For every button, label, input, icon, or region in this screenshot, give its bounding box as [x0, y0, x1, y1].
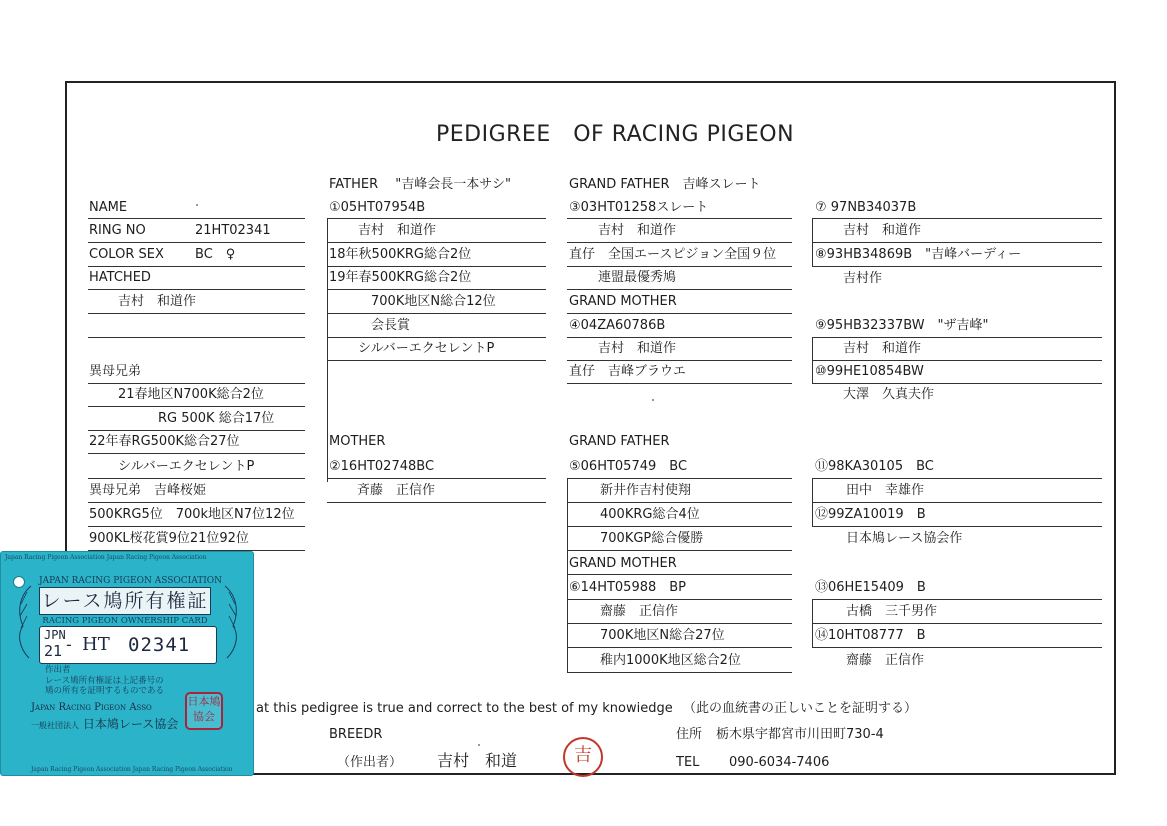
sibling-result: 500KRG5位 700k地区N7位12位 — [89, 507, 295, 522]
subject-breeder: 吉村 和道作 — [118, 294, 197, 309]
divider — [327, 337, 546, 338]
divider — [567, 242, 792, 243]
speck — [196, 204, 198, 206]
card-association: JAPAN RACING PIGEON ASSOCIATION — [39, 576, 223, 586]
great-grandparent-ring: ⑬06HE15409 B — [815, 580, 926, 595]
color-label: COLOR SEX — [89, 247, 164, 262]
pat-grandfather-label: GRAND FATHER 吉峰スレート — [569, 177, 761, 192]
divider — [812, 242, 1102, 243]
divider — [88, 242, 305, 243]
card-maker-label: 作出者 — [45, 665, 71, 675]
maker-label: （作出者） — [337, 755, 403, 770]
divider — [88, 453, 305, 454]
divider — [812, 502, 1102, 503]
father-ring: ①05HT07954B — [329, 200, 426, 215]
great-grandparent-breeder: 吉村 和道作 — [843, 341, 922, 356]
great-grandparent-ring: ⑫99ZA10019 B — [815, 507, 926, 522]
color-value: BC ♀ — [195, 247, 236, 262]
card-title: レース鳩所有権証 — [39, 587, 211, 615]
sibling-result: シルバーエクセレントP — [118, 459, 255, 474]
divider — [812, 599, 1102, 600]
pat-grandmother-line: 吉村 和道作 — [598, 341, 677, 356]
great-grandparent-ring: ⑧93HB34869B "吉峰バーディー — [815, 247, 1022, 262]
association-stamp: 日本鳩 協会 — [185, 692, 223, 730]
pat-grandfather-line: 直仔 全国エースピジョン全国９位 — [569, 247, 777, 262]
divider — [327, 502, 546, 503]
divider — [567, 672, 792, 673]
half-sibling-label: 異母兄弟 — [89, 364, 142, 379]
divider — [327, 218, 546, 219]
mother-ring: ②16HT02748BC — [329, 459, 435, 474]
divider — [812, 526, 1102, 527]
divider — [567, 623, 792, 624]
sibling-result: 900KL桜花賞9位21位92位 — [89, 531, 249, 546]
divider — [88, 406, 305, 407]
divider — [327, 478, 546, 479]
mat-grandfather-line: 400KRG総合4位 — [600, 507, 700, 522]
half-sibling-label: 異母兄弟 吉峰桜姫 — [89, 483, 207, 498]
mat-grandfather-ring: ⑤06HT05749 BC — [569, 459, 688, 474]
divider — [812, 337, 1102, 338]
divider — [88, 337, 305, 338]
divider — [327, 289, 546, 290]
ring-dash: - — [66, 635, 72, 654]
speck — [478, 744, 480, 746]
great-grandparent-ring: ⑨95HB32337BW "ザ吉峰" — [815, 318, 989, 333]
mat-grandfather-line: 新井作吉村使翔 — [600, 483, 692, 498]
mat-grandmother-label: GRAND MOTHER — [569, 556, 677, 571]
mat-grandfather-line: 700KGP総合優勝 — [600, 531, 704, 546]
divider — [567, 526, 792, 527]
father-line: 18年秋500KRG総合2位 — [329, 247, 472, 262]
divider — [327, 242, 546, 243]
ring-club: HT — [82, 634, 110, 655]
divider — [327, 360, 546, 361]
tel-label: TEL — [676, 755, 700, 770]
father-line: 700K地区N総合12位 — [371, 294, 496, 309]
pat-grandmother-ring: ④04ZA60786B — [569, 318, 666, 333]
great-grandparent-breeder: 吉村 和道作 — [843, 223, 922, 238]
great-grandparent-breeder: 日本鳩レース協会作 — [846, 531, 963, 546]
divider — [812, 360, 1102, 361]
divider — [567, 550, 792, 551]
card-edge-text: Japan Racing Pigeon Association Japan Racing Pigeon Association — [5, 554, 207, 561]
great-grandparent-breeder: 大澤 久真夫作 — [843, 387, 935, 402]
ring-label: RING NO — [89, 223, 146, 238]
mother-label: MOTHER — [329, 434, 386, 449]
divider — [88, 478, 305, 479]
father-line: 会長賞 — [371, 318, 411, 333]
divider — [812, 266, 1102, 267]
divider — [812, 383, 1102, 384]
divider — [88, 218, 305, 219]
bracket-line — [567, 478, 568, 672]
mat-grandmother-line: 稚内1000K地区総合2位 — [600, 653, 741, 668]
divider — [567, 218, 792, 219]
great-grandparent-breeder: 齋藤 正信作 — [846, 653, 925, 668]
ownership-card — [0, 551, 254, 776]
card-footer-name: 日本鳩レース協会 — [82, 717, 179, 731]
divider — [812, 218, 1102, 219]
ring-number: 02341 — [128, 634, 191, 656]
divider — [567, 502, 792, 503]
divider — [567, 647, 792, 648]
mat-grandmother-ring: ⑥14HT05988 BP — [569, 580, 687, 595]
mother-line: 斉藤 正信作 — [357, 483, 436, 498]
great-grandparent-ring: ⑪98KA30105 BC — [815, 459, 934, 474]
sibling-result: 22年春RG500K総合27位 — [89, 434, 240, 449]
father-label: FATHER "吉峰会長一本サシ" — [329, 177, 511, 192]
address-value: 栃木県宇都宮市川田町730-4 — [716, 727, 884, 742]
divider — [88, 502, 305, 503]
divider — [567, 478, 792, 479]
divider — [567, 313, 792, 314]
bracket-line — [327, 218, 328, 482]
ring-year: 21 — [44, 642, 63, 660]
tel-value: 090-6034-7406 — [729, 755, 830, 770]
pat-grandfather-ring: ③03HT01258スレート — [569, 200, 709, 215]
card-edge-text: Japan Racing Pigeon Association Japan Racing Pigeon Association — [31, 766, 233, 773]
great-grandparent-ring: ⑦ 97NB34037B — [815, 200, 917, 215]
divider — [567, 574, 792, 575]
divider — [567, 383, 792, 384]
father-line: 吉村 和道作 — [358, 223, 437, 238]
address-label: 住所 — [676, 727, 703, 742]
father-line: 19年春500KRG総合2位 — [329, 270, 472, 285]
pat-grandmother-line: 直仔 吉峰ブラウエ — [569, 364, 687, 379]
divider — [567, 599, 792, 600]
great-grandparent-breeder: 田中 幸雄作 — [846, 483, 925, 498]
divider — [327, 313, 546, 314]
divider — [567, 337, 792, 338]
divider — [812, 623, 1102, 624]
card-subtitle: RACING PIGEON OWNERSHIP CARD — [42, 616, 208, 626]
wing-ornament-icon — [13, 582, 33, 662]
divider — [567, 360, 792, 361]
divider — [812, 478, 1102, 479]
divider — [812, 647, 1102, 648]
divider — [88, 383, 305, 384]
mat-grandmother-line: 齋藤 正信作 — [600, 604, 679, 619]
pat-grandfather-line: 連盟最優秀鳩 — [598, 270, 677, 285]
divider — [88, 430, 305, 431]
name-label: NAME — [89, 200, 128, 215]
hatched-label: HATCHED — [89, 270, 151, 285]
wing-ornament-icon — [223, 582, 243, 662]
ring-country: JPN — [44, 628, 66, 642]
card-footer-prefix: 一般社団法人 — [31, 721, 79, 730]
father-line: シルバーエクセレントP — [358, 341, 495, 356]
mat-grandmother-line: 700K地区N総合27位 — [600, 628, 725, 643]
divider — [88, 266, 305, 267]
ring-number-box — [39, 626, 217, 664]
card-note: レース鳩所有権証は上記番号の 鳩の所有を証明するものである — [45, 676, 165, 696]
divider — [327, 266, 546, 267]
seal-stamp: 吉 — [563, 737, 603, 777]
great-grandparent-ring: ⑩99HE10854BW — [815, 364, 924, 379]
mat-grandfather-label: GRAND FATHER — [569, 434, 670, 449]
ring-value: 21HT02341 — [195, 223, 271, 238]
speck — [652, 399, 654, 401]
certification-statement: at this pedigree is true and correct to the best of my knowiedge — [256, 701, 673, 716]
pat-grandfather-line: 吉村 和道作 — [598, 223, 677, 238]
sibling-result: 21春地区N700K総合2位 — [118, 387, 264, 402]
divider — [567, 266, 792, 267]
pat-grandmother-label: GRAND MOTHER — [569, 294, 677, 309]
divider — [567, 289, 792, 290]
divider — [88, 526, 305, 527]
breeder-label: BREEDR — [329, 727, 383, 742]
certification-statement-jp: （此の血統書の正しいことを証明する） — [683, 701, 918, 716]
divider — [88, 289, 305, 290]
sibling-result: RG 500K 総合17位 — [158, 411, 275, 426]
great-grandparent-ring: ⑭10HT08777 B — [815, 628, 926, 643]
great-grandparent-breeder: 古橋 三千男作 — [846, 604, 938, 619]
great-grandparent-breeder: 吉村作 — [843, 271, 883, 286]
page-title: PEDIGREE OF RACING PIGEON — [436, 122, 795, 147]
card-footer-jp — [31, 715, 178, 732]
divider — [88, 313, 305, 314]
breeder-signature: 吉村 和道 — [437, 751, 518, 770]
card-footer-en: Japan Racing Pigeon Asso — [31, 702, 152, 713]
